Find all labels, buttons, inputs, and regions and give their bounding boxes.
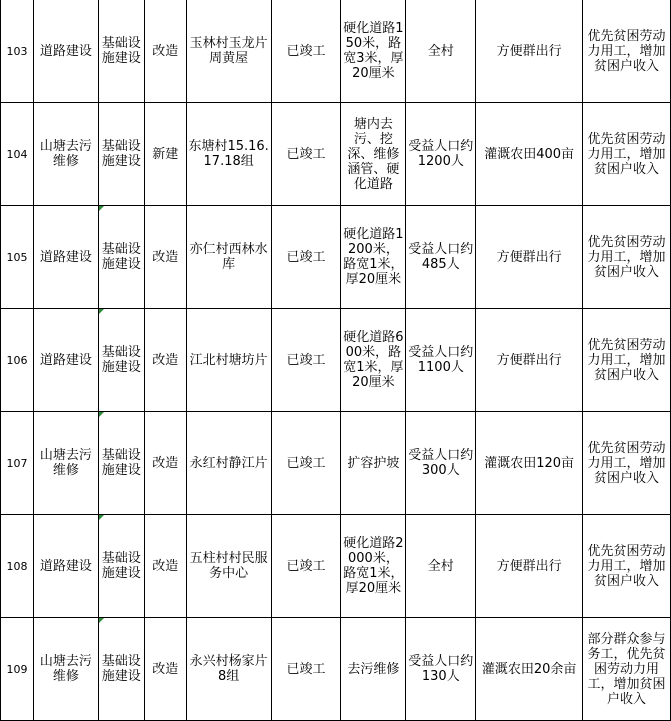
project-effect-cell[interactable]: 灌溉农田120亩 [476, 412, 583, 515]
construction-type-cell[interactable]: 新建 [144, 103, 186, 206]
row-number-cell[interactable]: 104 [1, 103, 34, 206]
project-category-cell[interactable]: 基础设施建设 [98, 103, 144, 206]
construction-scale-cell[interactable]: 硬化道路150米，路宽3米，厚20厘米 [341, 0, 406, 103]
project-location-cell[interactable]: 五柱村村民服务中心 [186, 515, 271, 618]
beneficiary-count-cell[interactable]: 受益人口约130人 [406, 618, 476, 721]
table-row [1, 103, 671, 206]
poverty-linkage-cell[interactable]: 优先贫困劳动力用工，增加贫困户收入 [583, 206, 671, 309]
project-category-cell[interactable]: 基础设施建设 [98, 515, 144, 618]
project-status-cell[interactable]: 已竣工 [271, 309, 341, 412]
poverty-linkage-cell[interactable]: 部分群众参与务工，优先贫困劳动力用工，增加贫困户收入 [583, 618, 671, 721]
construction-scale-cell[interactable]: 硬化道路2000米，路宽1米，厚20厘米 [341, 515, 406, 618]
construction-type-cell[interactable]: 改造 [144, 618, 186, 721]
table-row [1, 515, 671, 618]
row-number-cell[interactable]: 105 [1, 206, 34, 309]
project-status-cell[interactable]: 已竣工 [271, 206, 341, 309]
row-number-cell[interactable]: 106 [1, 309, 34, 412]
table-row [1, 309, 671, 412]
project-category-cell[interactable]: 基础设施建设 [98, 0, 144, 103]
row-number-cell[interactable]: 107 [1, 412, 34, 515]
project-location-cell[interactable]: 玉林村玉龙片周黄屋 [186, 0, 271, 103]
poverty-linkage-cell[interactable]: 优先贫困劳动力用工，增加贫困户收入 [583, 515, 671, 618]
table-row [1, 618, 671, 721]
project-name-cell[interactable]: 山塘去污维修 [33, 103, 98, 206]
beneficiary-count-cell[interactable]: 受益人口约485人 [406, 206, 476, 309]
poverty-linkage-cell[interactable]: 优先贫困劳动力用工，增加贫困户收入 [583, 0, 671, 103]
project-name-cell[interactable]: 山塘去污维修 [33, 412, 98, 515]
construction-type-cell[interactable]: 改造 [144, 309, 186, 412]
project-name-cell[interactable]: 道路建设 [33, 0, 98, 103]
construction-scale-cell[interactable]: 扩容护坡 [341, 412, 406, 515]
construction-type-cell[interactable]: 改造 [144, 515, 186, 618]
project-status-cell[interactable]: 已竣工 [271, 515, 341, 618]
construction-scale-cell[interactable]: 硬化道路600米，路宽1米，厚20厘米 [341, 309, 406, 412]
construction-scale-cell[interactable]: 塘内去污、挖深、维修涵管、硬化道路 [341, 103, 406, 206]
table-row [1, 0, 671, 103]
beneficiary-count-cell[interactable]: 全村 [406, 0, 476, 103]
project-location-cell[interactable]: 江北村塘坊片 [186, 309, 271, 412]
project-effect-cell[interactable]: 方便群出行 [476, 206, 583, 309]
poverty-linkage-cell[interactable]: 优先贫困劳动力用工，增加贫困户收入 [583, 412, 671, 515]
row-number-cell[interactable]: 109 [1, 618, 34, 721]
project-name-cell[interactable]: 道路建设 [33, 206, 98, 309]
project-effect-cell[interactable]: 灌溉农田20余亩 [476, 618, 583, 721]
construction-type-cell[interactable]: 改造 [144, 0, 186, 103]
beneficiary-count-cell[interactable]: 受益人口约300人 [406, 412, 476, 515]
poverty-linkage-cell[interactable]: 优先贫困劳动力用工，增加贫困户收入 [583, 103, 671, 206]
beneficiary-count-cell[interactable]: 受益人口约1100人 [406, 309, 476, 412]
project-effect-cell[interactable]: 灌溉农田400亩 [476, 103, 583, 206]
project-category-cell[interactable]: 基础设施建设 [98, 412, 144, 515]
project-status-cell[interactable]: 已竣工 [271, 103, 341, 206]
table-row [1, 206, 671, 309]
construction-type-cell[interactable]: 改造 [144, 412, 186, 515]
project-category-cell[interactable]: 基础设施建设 [98, 309, 144, 412]
project-name-cell[interactable]: 道路建设 [33, 515, 98, 618]
table-row [1, 412, 671, 515]
project-effect-cell[interactable]: 方便群出行 [476, 0, 583, 103]
poverty-linkage-cell[interactable]: 优先贫困劳动力用工，增加贫困户收入 [583, 309, 671, 412]
project-location-cell[interactable]: 亦仁村西林水库 [186, 206, 271, 309]
project-location-cell[interactable]: 东塘村15.16.17.18组 [186, 103, 271, 206]
project-name-cell[interactable]: 山塘去污维修 [33, 618, 98, 721]
project-status-cell[interactable]: 已竣工 [271, 412, 341, 515]
beneficiary-count-cell[interactable]: 全村 [406, 515, 476, 618]
project-effect-cell[interactable]: 方便群出行 [476, 515, 583, 618]
project-location-cell[interactable]: 永兴村杨家片8组 [186, 618, 271, 721]
project-name-cell[interactable]: 道路建设 [33, 309, 98, 412]
project-category-cell[interactable]: 基础设施建设 [98, 618, 144, 721]
project-status-cell[interactable]: 已竣工 [271, 618, 341, 721]
row-number-cell[interactable]: 103 [1, 0, 34, 103]
project-effect-cell[interactable]: 方便群出行 [476, 309, 583, 412]
row-number-cell[interactable]: 108 [1, 515, 34, 618]
construction-type-cell[interactable]: 改造 [144, 206, 186, 309]
project-status-cell[interactable]: 已竣工 [271, 0, 341, 103]
project-category-cell[interactable]: 基础设施建设 [98, 206, 144, 309]
beneficiary-count-cell[interactable]: 受益人口约1200人 [406, 103, 476, 206]
project-location-cell[interactable]: 永红村静江片 [186, 412, 271, 515]
construction-scale-cell[interactable]: 硬化道路1200米，路宽1米，厚20厘米 [341, 206, 406, 309]
construction-scale-cell[interactable]: 去污维修 [341, 618, 406, 721]
